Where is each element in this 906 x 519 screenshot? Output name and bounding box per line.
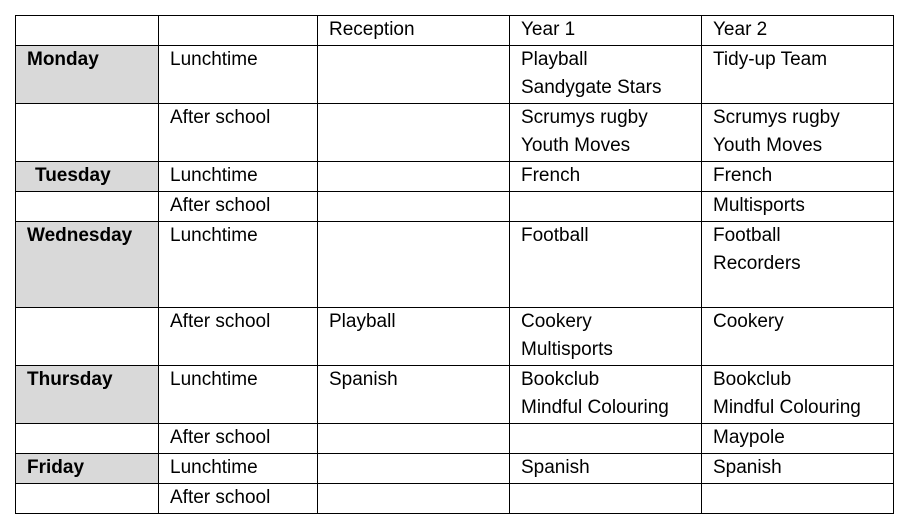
table-row (16, 46, 894, 104)
activity-item: Maypole (713, 427, 785, 448)
year2-activities (702, 366, 894, 424)
time-label: Lunchtime (159, 162, 318, 192)
day-label-tuesday: Tuesday (16, 162, 159, 192)
header-year2: Year 2 (702, 16, 894, 46)
reception-activities (318, 46, 510, 104)
year1-activities (510, 308, 702, 366)
day-label-thursday: Thursday (16, 366, 159, 424)
header-reception: Reception (318, 16, 510, 46)
year1-activities (510, 222, 702, 308)
year1-activities (510, 454, 702, 484)
table-row (16, 308, 894, 366)
year1-activities (510, 162, 702, 192)
reception-activities (318, 162, 510, 192)
activity-item: Scrumys rugby (521, 107, 648, 128)
activity-item: Youth Moves (713, 135, 823, 156)
year2-activities (702, 484, 894, 514)
time-label: After school (159, 424, 318, 454)
activity-item: Mindful Colouring (713, 397, 861, 418)
day-label-empty (16, 192, 159, 222)
header-time-cell (159, 16, 318, 46)
year1-activities (510, 484, 702, 514)
time-label: After school (159, 308, 318, 366)
table-row (16, 222, 894, 308)
table-row (16, 192, 894, 222)
reception-activities (318, 424, 510, 454)
activity-item: Mindful Colouring (521, 397, 669, 418)
table-row (16, 162, 894, 192)
day-label-empty (16, 484, 159, 514)
activity-item: Spanish (713, 457, 782, 478)
activity-item: Scrumys rugby (713, 107, 840, 128)
year2-activities (702, 454, 894, 484)
year1-activities (510, 424, 702, 454)
year1-activities (510, 46, 702, 104)
activity-item: Tidy-up Team (713, 49, 828, 70)
table-row (16, 366, 894, 424)
clubs-timetable (15, 15, 894, 514)
activity-item: Bookclub (713, 369, 792, 390)
header-day-cell (16, 16, 159, 46)
activity-item: French (521, 165, 581, 186)
year1-activities (510, 104, 702, 162)
year2-activities (702, 104, 894, 162)
reception-activities (318, 222, 510, 308)
day-label-empty (16, 104, 159, 162)
year2-activities (702, 308, 894, 366)
activity-item: Spanish (329, 369, 398, 390)
activity-item: Playball (521, 49, 588, 70)
activity-item: Football (521, 225, 589, 246)
year2-activities (702, 424, 894, 454)
year2-activities (702, 162, 894, 192)
reception-activities (318, 484, 510, 514)
time-label: After school (159, 192, 318, 222)
table-row (16, 484, 894, 514)
day-label-empty (16, 424, 159, 454)
time-label: Lunchtime (159, 46, 318, 104)
activity-item: Football (713, 225, 781, 246)
activity-item: Youth Moves (521, 135, 631, 156)
header-year1: Year 1 (510, 16, 702, 46)
time-label: Lunchtime (159, 454, 318, 484)
activity-item: Bookclub (521, 369, 600, 390)
activity-item: Spanish (521, 457, 590, 478)
year2-activities (702, 192, 894, 222)
activity-item: Cookery (713, 311, 784, 332)
year2-activities (702, 222, 894, 308)
year1-activities (510, 366, 702, 424)
time-label: Lunchtime (159, 222, 318, 308)
time-label: After school (159, 104, 318, 162)
reception-activities (318, 308, 510, 366)
day-label-friday: Friday (16, 454, 159, 484)
time-label: After school (159, 484, 318, 514)
activity-item: Playball (329, 311, 396, 332)
activity-item: Multisports (521, 339, 613, 360)
reception-activities (318, 104, 510, 162)
reception-activities (318, 366, 510, 424)
table-row (16, 104, 894, 162)
day-label-monday: Monday (16, 46, 159, 104)
reception-activities (318, 454, 510, 484)
year2-activities (702, 46, 894, 104)
activity-item: Cookery (521, 311, 592, 332)
activity-item: French (713, 165, 773, 186)
table-row (16, 424, 894, 454)
time-label: Lunchtime (159, 366, 318, 424)
activity-item: Sandygate Stars (521, 77, 662, 98)
day-label-wednesday: Wednesday (16, 222, 159, 308)
day-label-empty (16, 308, 159, 366)
activity-item: Multisports (713, 195, 805, 216)
header-row (16, 16, 894, 46)
reception-activities (318, 192, 510, 222)
year1-activities (510, 192, 702, 222)
table-row (16, 454, 894, 484)
activity-item: Recorders (713, 253, 801, 274)
